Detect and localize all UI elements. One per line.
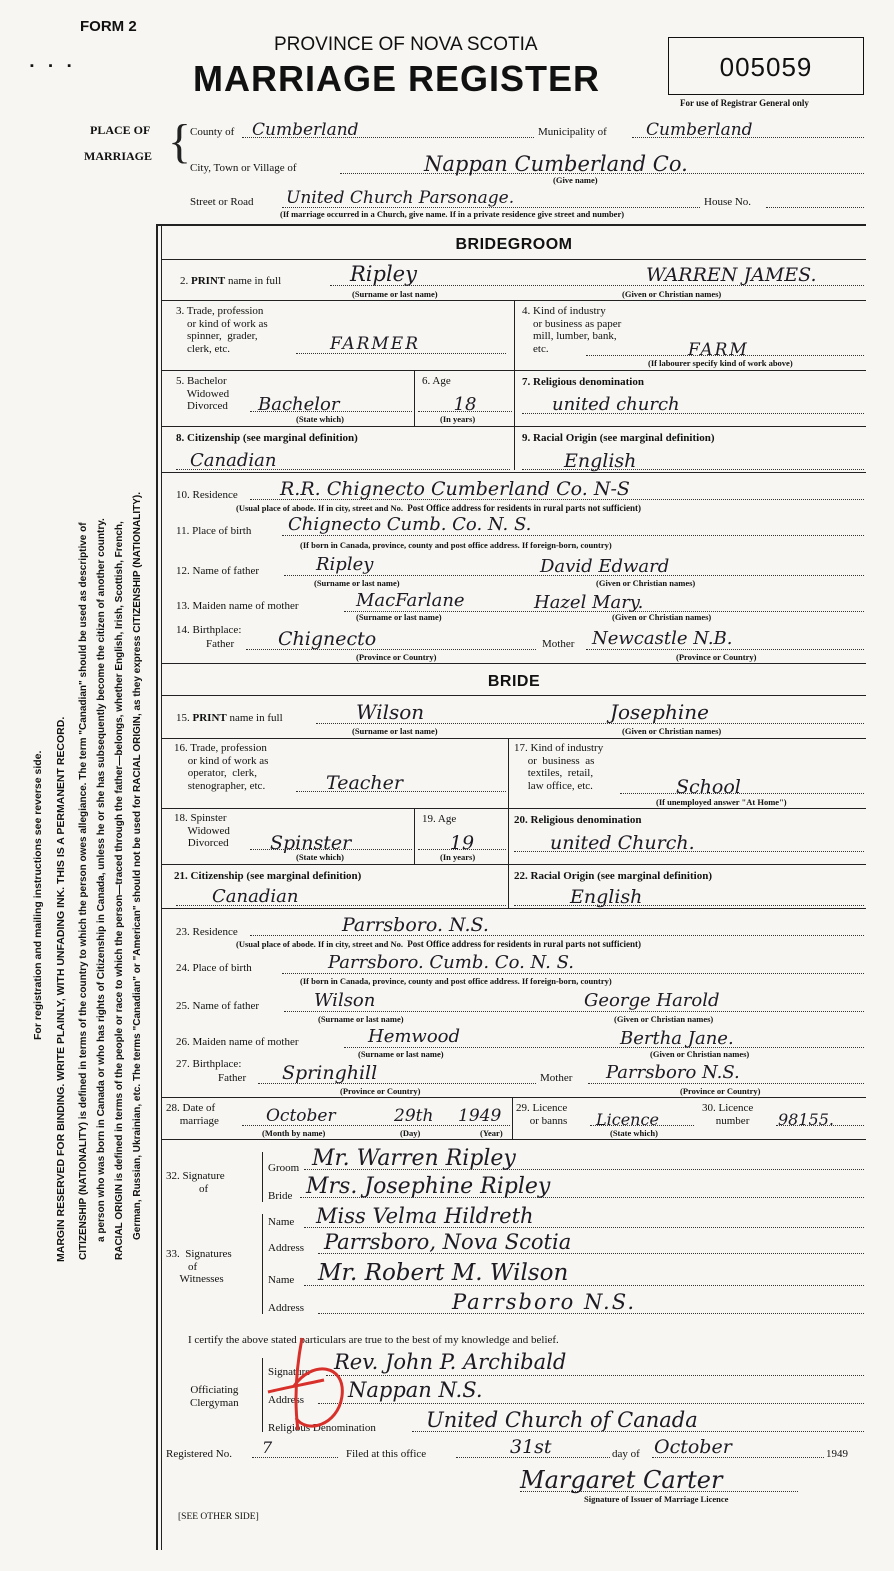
bride-age-value: 19 [449,832,475,854]
bride-residence-field[interactable] [250,914,864,936]
city-hint: (Give name) [553,175,598,185]
clergy-denomination-field[interactable] [412,1408,864,1432]
municipality-value: Cumberland [646,120,753,140]
father-label: Father [206,638,235,650]
divider [414,808,415,864]
marriage-year: 1949 [458,1106,502,1126]
groom-birthplace-label: 14. Birthplace: [176,624,242,636]
bride-father-surname: Wilson [314,990,376,1011]
bride-industry-label: 17. Kind of industry or business as textiles, retail, law office, etc. [514,742,604,792]
licence-label: 29. Licence or banns [516,1102,568,1127]
municipality-label: Municipality of [538,126,607,138]
divider [162,1139,866,1140]
filed-month: October [654,1436,732,1458]
groom-birth-label: 11. Place of birth [176,525,252,537]
clergy-denomination-label: Religious Denomination [268,1422,376,1434]
groom-mother-given: Hazel Mary. [534,592,644,613]
register-number-box [668,37,864,95]
groom-racial-value: English [564,450,637,472]
form-left-border [156,224,158,1550]
given-hint: (Given or Christian names) [622,726,722,736]
registered-no-label: Registered No. [166,1448,232,1460]
sidebar-racial-def-2: German, Russian, Ukrainian, etc. The terms "Canadian" or "American" should not be used for RACIAL ORIGIN, as they express CITIZENSHIP (NATIONALITY). [132,491,143,1240]
county-value: Cumberland [252,120,359,140]
marriage-month: October [266,1106,336,1126]
groom-residence-value: R.R. Chignecto Cumberland Co. N-S [280,478,630,500]
bride-birth-label: 24. Place of birth [176,962,252,974]
w2-name-field[interactable] [304,1260,864,1286]
bride-religion-value: united Church. [550,832,695,854]
day-hint: (Day) [400,1128,421,1138]
w1-name-field[interactable] [304,1204,864,1228]
form-left-border-inner [161,224,162,1550]
issuer-label: Signature of Issuer of Marriage Licence [584,1494,729,1504]
bride-residence-label: 23. Residence [176,926,238,938]
province-hint: (Province or Country) [680,1086,761,1096]
groom-surname: Ripley [350,262,417,286]
filed-label: Filed at this office [346,1448,427,1460]
date-label: 28. Date of marriage [166,1102,219,1127]
province-hint: (Province or Country) [356,652,437,662]
w1-address: Parrsboro, Nova Scotia [324,1230,572,1254]
registrar-note: For use of Registrar General only [680,98,809,108]
issuer-signature-field[interactable] [520,1466,798,1492]
street-hint: (If marriage occurred in a Church, give name. If in a private residence give street and number) [280,209,625,219]
groom-name-field[interactable] [330,262,864,286]
divider [162,259,866,260]
bride-religion-label: 20. Religious denomination [514,814,642,826]
punch-marks: ▪ ▪ ▪ [30,60,78,72]
licence-field[interactable] [590,1110,694,1129]
clergy-address-label: Address [268,1394,305,1406]
bride-father-given: George Harold [584,990,720,1011]
age-hint: (In years) [440,414,476,424]
registered-no-value: 7 [262,1438,273,1457]
bride-racial-value: English [570,886,643,908]
month-hint: (Month by name) [262,1128,326,1138]
surname-hint: (Surname or last name) [318,1014,404,1024]
groom-father-given: David Edward [540,556,670,577]
w1-name-label: Name [268,1216,295,1228]
bride-father-label: 25. Name of father [176,1000,260,1012]
bride-birth-value: Parrsboro. Cumb. Co. N. S. [328,952,574,973]
licence-value: Licence [596,1110,659,1129]
bride-citizenship-field[interactable] [176,886,506,906]
county-label: County of [190,126,235,138]
surname-hint: (Surname or last name) [314,578,400,588]
bride-name-label: 15. PRINT name in full [176,712,283,724]
divider [162,864,866,865]
groom-birthplace-mother-field[interactable] [586,628,864,650]
status-hint: (State which) [296,852,344,862]
groom-birthplace-father: Chignecto [278,628,377,650]
section-bridegroom: BRIDEGROOM [455,236,573,253]
city-value: Nappan Cumberland Co. [424,152,688,176]
w2-name: Mr. Robert M. Wilson [318,1260,569,1286]
groom-birth-field[interactable] [282,514,864,536]
birth-hint: (If born in Canada, province, county and post office address. If foreign-born, country) [300,976,612,986]
bride-industry-field[interactable] [620,776,864,798]
licence-hint: (State which) [610,1128,658,1138]
surname-hint: (Surname or last name) [358,1049,444,1059]
groom-status-field[interactable] [250,394,412,415]
bride-industry-value: School [676,776,741,798]
sidebar-racial-def: RACIAL ORIGIN is defined in terms of the people or race to which the person—traced through the father—belongs, whether English, Irish, Scottish, French, [114,521,125,1260]
page-title: MARRIAGE REGISTER [193,58,601,99]
bride-sig-label: Bride [268,1190,293,1202]
groom-father-field[interactable] [284,554,864,576]
register-number: 005059 [719,52,813,82]
groom-citizenship-label: 8. Citizenship (see marginal definition) [176,432,358,444]
sidebar-instructions: For registration and mailing instructions see reverse side. [32,750,44,1040]
form-top-border [156,224,866,226]
w1-address-label: Address [268,1242,305,1254]
divider [162,738,866,739]
given-hint: (Given or Christian names) [596,578,696,588]
groom-signature-field[interactable] [304,1146,864,1170]
groom-industry-label: 4. Kind of industry or business as paper mill, lumber, bank, etc. [522,305,622,355]
licence-number-value: 98155. [778,1110,834,1129]
divider [162,663,866,664]
industry-hint: (If unemployed answer "At Home") [656,797,787,807]
groom-signature: Mr. Warren Ripley [312,1146,516,1171]
residence-hint: (Usual place of abode. If in city, street and No. Post Office address for residents in rural parts not sufficient) [236,503,641,513]
bride-mother-given: Bertha Jane. [620,1028,734,1049]
bride-age-field[interactable] [418,832,506,854]
groom-industry-value: FARM [688,340,749,360]
street-label: Street or Road [190,196,254,208]
divider [162,908,866,909]
industry-hint: (If labourer specify kind of work above) [648,358,793,368]
bride-birthplace-mother: Parrsboro N.S. [606,1062,740,1083]
groom-age-field[interactable] [418,394,512,415]
bride-trade-value: Teacher [326,772,403,794]
bride-name-field[interactable] [316,700,864,724]
divider [162,1097,866,1098]
groom-trade-field[interactable] [296,334,506,354]
clergy-signature-label: Signature [268,1366,311,1378]
father-label: Father [218,1072,247,1084]
house-label: House No. [704,196,752,208]
bride-mother-surname: Hemwood [368,1026,461,1047]
registered-no-field[interactable] [252,1438,338,1458]
bride-birthplace-mother-field[interactable] [588,1062,864,1084]
filed-day-field[interactable] [456,1436,610,1458]
sidebar-citizenship-def: CITIZENSHIP (NATIONALITY) is defined in terms of the country to which the person owes allegiance. The term "Canadian" should be used as descriptive of [78,522,89,1260]
groom-birthplace-mother: Newcastle N.B. [592,628,733,649]
groom-father-surname: Ripley [316,554,374,575]
groom-given: WARREN JAMES. [646,264,817,286]
bride-racial-field[interactable] [514,886,864,906]
see-other-side: [SEE OTHER SIDE] [178,1512,259,1522]
divider [508,738,509,808]
divider [414,370,415,426]
divider [162,695,866,696]
place-label: PLACE OF [90,123,151,137]
bride-signature: Mrs. Josephine Ripley [306,1174,551,1199]
county-field[interactable] [242,120,534,138]
groom-industry-field[interactable] [586,340,864,360]
province-title: PROVINCE OF NOVA SCOTIA [274,34,538,55]
groom-father-label: 12. Name of father [176,565,260,577]
groom-racial-label: 9. Racial Origin (see marginal definition) [522,432,715,444]
sidebar-citizenship-def-2: a person who was born in Canada or who has rights of Citizenship in Canada, unless he or she has subsequently become the citizen of another country. [96,518,107,1242]
province-hint: (Province or Country) [340,1086,421,1096]
groom-religion-label: 7. Religious denomination [522,376,644,388]
day-of-label: day of [612,1448,640,1460]
signature-of-label: 32. Signature of [166,1170,225,1195]
bride-birthplace-label: 27. Birthplace: [176,1058,242,1070]
certify-statement: I certify the above stated particulars are true to the best of my knowledge and belief. [188,1334,559,1346]
w1-name: Miss Velma Hildreth [316,1204,534,1228]
given-hint: (Given or Christian names) [614,1014,714,1024]
issuer-signature: Margaret Carter [520,1466,723,1494]
w2-address: Parrsboro N.S. [452,1290,637,1314]
mother-label: Mother [540,1072,573,1084]
bride-status-value: Spinster [270,832,352,854]
groom-status-label: 5. Bachelor Widowed Divorced [176,375,230,413]
groom-mother-field[interactable] [344,590,864,612]
bride-racial-label: 22. Racial Origin (see marginal definition) [514,870,712,882]
filed-year: 1949 [826,1448,848,1460]
form-label: FORM 2 [80,18,137,35]
bride-mother-label: 26. Maiden name of mother [176,1036,299,1048]
bracket-line [262,1152,263,1202]
groom-age-label: 6. Age [422,375,451,387]
clergy-address-field[interactable] [318,1378,864,1404]
given-hint: (Given or Christian names) [622,289,722,299]
groom-sig-label: Groom [268,1162,300,1174]
divider [514,300,515,370]
surname-hint: (Surname or last name) [352,289,438,299]
red-registrar-mark [250,1330,360,1440]
bride-age-label: 19. Age [422,813,457,825]
groom-name-label: 2. PRINT name in full [180,275,282,287]
given-hint: (Given or Christian names) [650,1049,750,1059]
bride-citizenship-value: Canadian [212,886,299,907]
house-field[interactable] [766,190,864,208]
divider [508,808,509,908]
groom-residence-label: 10. Residence [176,489,238,501]
bride-signature-field[interactable] [300,1174,864,1198]
date-field[interactable] [242,1106,510,1126]
mother-label: Mother [542,638,575,650]
street-field[interactable] [282,188,700,208]
age-hint: (In years) [440,852,476,862]
bride-trade-label: 16. Trade, profession or kind of work as operator, clerk, stenographer, etc. [174,742,269,792]
province-hint: (Province or Country) [676,652,757,662]
place-brace-icon: { [168,115,192,168]
divider [162,808,866,809]
w1-address-field[interactable] [318,1230,864,1254]
w2-name-label: Name [268,1274,295,1286]
clergy-signature: Rev. John P. Archibald [334,1350,567,1374]
groom-trade-label: 3. Trade, profession or kind of work as spinner, grader, clerk, etc. [176,305,268,355]
clergy-signature-field[interactable] [326,1350,864,1376]
groom-mother-label: 13. Maiden name of mother [176,600,299,612]
marriage-day: 29th [394,1106,434,1126]
bride-residence-value: Parrsboro. N.S. [342,914,489,936]
marriage-label: MARRIAGE [84,149,152,163]
groom-racial-field[interactable] [522,450,864,470]
licence-number-label: 30. Licence number [702,1102,754,1127]
clergy-address: Nappan N.S. [348,1378,483,1402]
witnesses-label: 33. Signatures of Witnesses [166,1248,232,1286]
bride-citizenship-label: 21. Citizenship (see marginal definition) [174,870,362,882]
divider [162,472,866,473]
groom-mother-surname: MacFarlane [356,590,465,611]
groom-citizenship-field[interactable] [176,450,510,470]
filed-month-field[interactable] [652,1436,824,1458]
bride-birthplace-father: Springhill [282,1062,378,1084]
divider [512,1097,513,1139]
street-value: United Church Parsonage. [286,188,515,208]
surname-hint: (Surname or last name) [356,612,442,622]
groom-trade-value: FARMER [330,334,421,354]
groom-status-value: Bachelor [258,394,340,415]
divider [162,426,866,427]
groom-religion-value: united church [552,394,680,415]
year-hint: (Year) [480,1128,503,1138]
bride-trade-field[interactable] [296,772,506,792]
city-label: City, Town or Village of [190,162,297,174]
bracket-line [262,1214,263,1314]
bride-mother-field[interactable] [344,1026,864,1048]
filed-day: 31st [510,1436,552,1458]
city-field[interactable] [340,152,864,174]
bride-given: Josephine [610,700,709,724]
clergy-denomination: United Church of Canada [426,1408,698,1432]
residence-hint: (Usual place of abode. If in city, street and No. Post Office address for residents in rural parts not sufficient) [236,939,641,949]
section-bride: BRIDE [487,673,541,690]
given-hint: (Given or Christian names) [612,612,712,622]
municipality-field[interactable] [632,120,864,138]
w2-address-label: Address [268,1302,305,1314]
bride-religion-field[interactable] [514,832,864,852]
bride-father-field[interactable] [284,990,864,1012]
status-hint: (State which) [296,414,344,424]
divider [514,370,515,470]
bride-birth-field[interactable] [282,952,864,974]
clergy-label: Officiating Clergyman [190,1384,239,1409]
sidebar-margin-note: MARGIN RESERVED FOR BINDING. WRITE PLAINLY, WITH UNFADING INK. THIS IS A PERMANENT RECORD. [55,716,67,1262]
groom-residence-field[interactable] [250,478,864,500]
birth-hint: (If born in Canada, province, county and post office address. If foreign-born, country) [300,540,612,550]
groom-birth-value: Chignecto Cumb. Co. N. S. [288,514,532,535]
groom-birthplace-father-field[interactable] [246,628,536,650]
bride-surname: Wilson [356,700,425,724]
bride-status-field[interactable] [250,832,412,854]
bride-birthplace-father-field[interactable] [258,1062,536,1084]
groom-age-value: 18 [453,394,477,415]
bride-status-label: 18. Spinster Widowed Divorced [174,812,230,850]
licence-number-field[interactable] [776,1110,864,1129]
groom-citizenship-value: Canadian [190,450,277,471]
groom-religion-field[interactable] [522,394,864,414]
surname-hint: (Surname or last name) [352,726,438,736]
w2-address-field[interactable] [318,1290,864,1314]
